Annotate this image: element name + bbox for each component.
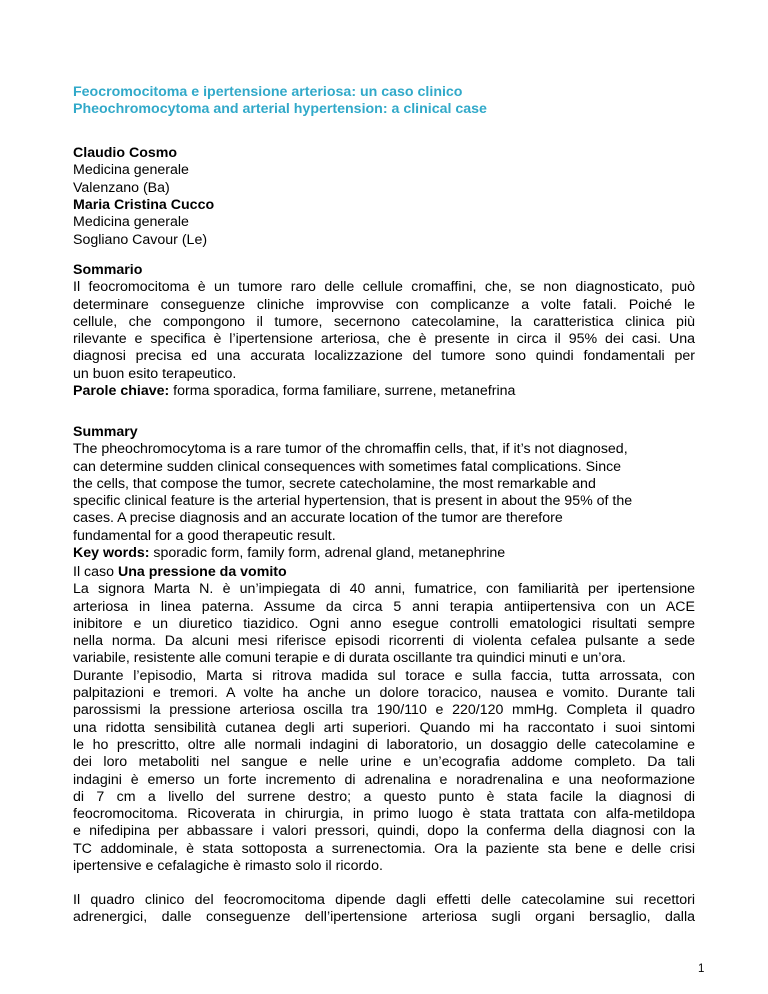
case-line: Durante l’episodio, Marta si ritrova madida sul torace e sulla faccia, tutta arrossata, con: [73, 667, 695, 684]
author-role: Medicina generale: [73, 162, 189, 179]
case-prefix: Il caso: [73, 564, 118, 580]
case-line: arteriosa in linea paterna. Assume da circa 5 anni terapia antiipertensiva con un ACE: [73, 598, 695, 615]
page-number: 1: [698, 963, 705, 975]
sommario-heading: Sommario: [73, 262, 143, 278]
case-line: ipertensive e cefalagiche è rimasto solo il ricordo.: [73, 858, 383, 875]
keywords-label: Key words:: [73, 545, 150, 562]
author-place: Valenzano (Ba): [73, 179, 170, 196]
title-english: Pheochromocytoma and arterial hypertension: a clinical case: [73, 101, 487, 118]
keywords-text: sporadic form, family form, adrenal gland, metanephrine: [149, 545, 506, 562]
summary-line: the cells, that compose the tumor, secrete catecholamine, the most remarkable and: [73, 475, 596, 492]
sommario-line: diagnosi precisa ed una accurata localizzazione del tumore sono quindi fondamentali per: [73, 348, 695, 365]
case-line: parossismi la pressione arteriosa oscilla tra 190/110 e 220/120 mmHg. Completa il quadro: [73, 702, 695, 719]
sommario-line: rilevante e specifica è l’ipertensione arteriosa, che è presente in circa il 95% dei casi. Una: [73, 331, 695, 348]
case-line: dei loro metaboliti nel sangue e nelle urine e un’ecografia addome completo. Da tali: [73, 754, 695, 771]
closing-paragraph: [73, 892, 695, 927]
summary-line: fundamental for a good therapeutic result.: [73, 527, 336, 544]
case-line: feocromocitoma. Ricoverata in chirurgia, in primo luogo è stata trattata con alfa-metildopa: [73, 806, 695, 823]
title-block: [73, 84, 695, 119]
author-name: Maria Cristina Cucco: [73, 197, 215, 213]
summary-line: can determine sudden clinical consequences with sometimes fatal complications. Since: [73, 458, 622, 475]
summary-line: cases. A precise diagnosis and an accurate location of the tumor are therefore: [73, 510, 563, 527]
author-name: Claudio Cosmo: [73, 145, 178, 161]
author-block-2: [73, 197, 695, 249]
case-line: inibitore e un diuretico tiazidico. Ogni anno esegue controlli ematologici risultati sempre: [73, 615, 695, 632]
case-line: indagini è emerso un forte incremento di adrenalina e noradrenalina e una neoformazione: [73, 771, 695, 788]
sommario-line: Il feocromocitoma è un tumore raro delle cellule cromaffini, che, se non diagnosticato, può: [73, 279, 695, 296]
author-block-1: [73, 145, 695, 197]
case-line: di 7 cm a livello del surrene destro; a questo punto è stata facile la diagnosi di: [73, 788, 695, 805]
keywords-label: Parole chiave:: [73, 383, 170, 400]
case-line: palpitazioni e tremori. A volte ha anche un dolore toracico, nausea e vomito. Durante tali: [73, 685, 695, 702]
sommario-line: cellule, che compongono il tumore, secernono catecolamine, la caratteristica clinica più: [73, 313, 695, 330]
closing-line: adrenergici, dalle conseguenze dell’ipertensione arteriosa sugli organi bersaglio, dalla: [73, 909, 695, 926]
summary-heading: Summary: [73, 424, 138, 440]
summary-keywords: [73, 545, 695, 562]
sommario-line: determinare conseguenze cliniche improvvise con complicanze a volte fatali. Poiché le: [73, 296, 695, 313]
case-line: e nifedipina per abbassare i valori pressori, quindi, dopo la conferma della diagnosi con la: [73, 823, 695, 840]
sommario-section: [73, 262, 695, 400]
summary-line: specific clinical feature is the arterial hypertension, that is present in about the 95% of the: [73, 493, 633, 510]
case-heading-line: [73, 564, 695, 581]
case-heading: Una pressione da vomito: [117, 564, 287, 580]
case-line: una ridotta sensibilità cutanea degli arti superiori. Quando mi ha raccontato i suoi sintomi: [73, 719, 695, 736]
case-line: TC addominale, è stata sottoposta a surrenectomia. Ora la paziente sta bene e delle crisi: [73, 840, 695, 857]
keywords-text: forma sporadica, forma familiare, surrene, metanefrina: [169, 383, 516, 400]
case-line: La signora Marta N. è un’impiegata di 40 anni, fumatrice, con familiarità per ipertensione: [73, 581, 695, 598]
summary-section: [73, 424, 695, 562]
closing-line: Il quadro clinico del feocromocitoma dipende dagli effetti delle catecolamine sui recettori: [73, 892, 695, 908]
summary-line: The pheochromocytoma is a rare tumor of the chromaffin cells, that, if it’s not diagnosed,: [73, 441, 628, 458]
author-place: Sogliano Cavour (Le): [73, 231, 208, 248]
sommario-line: un buon esito terapeutico.: [73, 365, 237, 382]
author-role: Medicina generale: [73, 214, 189, 231]
case-line: variabile, resistente alle comuni terapie e di durata oscillante tra quindici minuti e un’ora.: [73, 650, 626, 667]
sommario-keywords: [73, 383, 695, 400]
case-section: [73, 564, 695, 875]
case-line: nella norma. Da alcuni mesi riferisce episodi ricorrenti di violenta cefalea pulsante a sede: [73, 633, 695, 650]
case-line: le ho prescritto, oltre alle normali indagini di laboratorio, un dosaggio delle catecolamine e: [73, 736, 695, 753]
title-italian: Feocromocitoma e ipertensione arteriosa: un caso clinico: [73, 84, 463, 100]
